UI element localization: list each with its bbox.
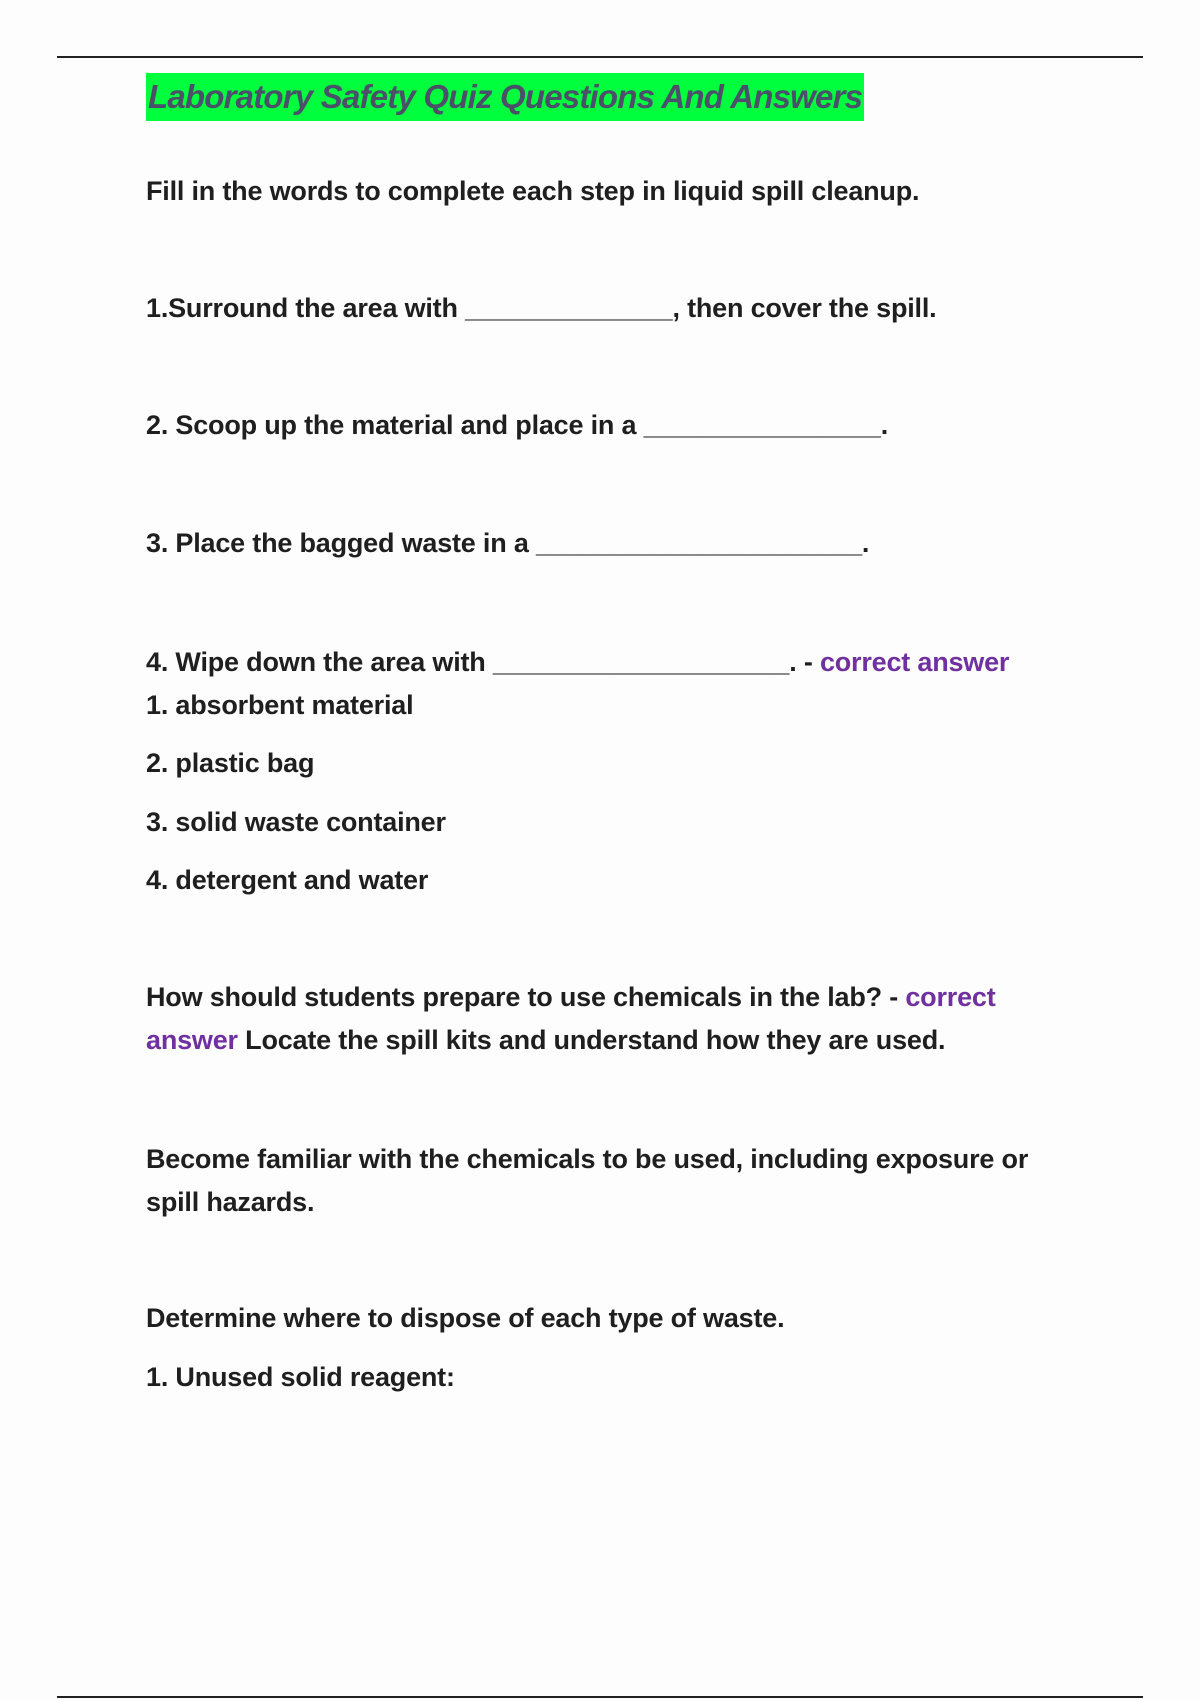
correct-answer-tag: correct answer (146, 982, 996, 1055)
spill-step-2: 2. Scoop up the material and place in a ________________. (146, 410, 888, 440)
answer-text: Locate the spill kits and understand how they are used. (237, 1025, 946, 1055)
question-prepare-chemicals (146, 976, 1086, 1062)
answer-item: 1. absorbent material (146, 690, 414, 720)
spill-step-4: 4. Wipe down the area with ____________________. - (146, 647, 820, 677)
correct-answer-tag: correct answer (819, 647, 1010, 677)
top-border-rule (57, 56, 1143, 58)
spill-step-1: 1.Surround the area with ______________, then cover the spill. (146, 293, 937, 323)
page-title: Laboratory Safety Quiz Questions And Answers (146, 73, 864, 121)
spill-step-4-row (146, 641, 1009, 683)
question-prompt-spill-cleanup: Fill in the words to complete each step in liquid spill cleanup. (146, 176, 920, 206)
question-prompt-waste-disposal: Determine where to dispose of each type of waste. (146, 1303, 785, 1333)
question-text: How should students prepare to use chemicals in the lab? - (146, 982, 906, 1012)
answer-item: 3. solid waste container (146, 807, 446, 837)
answer-item: 2. plastic bag (146, 748, 315, 778)
bottom-border-rule (57, 1696, 1143, 1698)
answer-paragraph: Become familiar with the chemicals to be used, including exposure or spill hazards. (146, 1144, 1029, 1217)
spill-step-3: 3. Place the bagged waste in a ______________________. (146, 528, 870, 558)
answer-item: 4. detergent and water (146, 865, 429, 895)
waste-item-1: 1. Unused solid reagent: (146, 1362, 455, 1392)
